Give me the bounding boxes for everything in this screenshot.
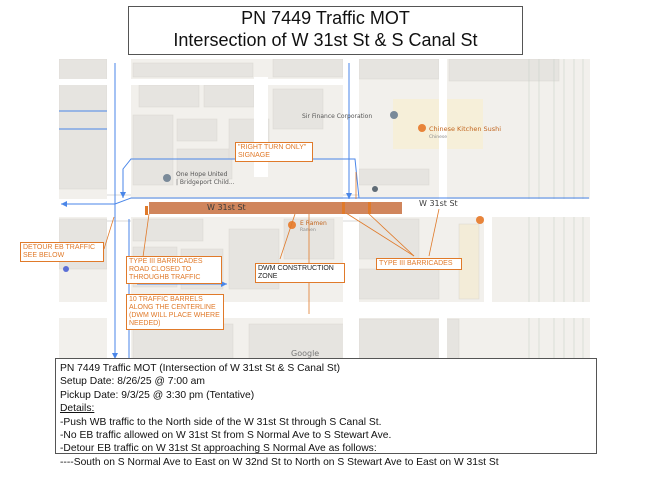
barricades-left-callout: TYPE III BARRICADES ROAD CLOSED TO THROUGHB TRAFFIC	[126, 256, 222, 284]
chinese-kitchen-pin-icon[interactable]	[418, 124, 426, 132]
sir-finance-pin-icon[interactable]	[390, 111, 398, 119]
chinese-kitchen-sub: Chinese	[429, 135, 447, 140]
detour-callout: DETOUR EB TRAFFIC SEE BELOW	[20, 242, 104, 262]
info-line-3: Pickup Date: 9/3/25 @ 3:30 pm (Tentative)	[60, 389, 255, 401]
restaurant-pin-icon[interactable]	[476, 216, 484, 224]
title-box	[128, 6, 523, 55]
one-hope-label-1: One Hope United	[176, 171, 228, 178]
e-ramen-sub: Ramen	[300, 228, 316, 233]
transit-icon[interactable]	[63, 266, 69, 272]
w31st-label-left: W 31st St	[207, 203, 246, 212]
chinese-kitchen-label: Chinese Kitchen Sushi	[429, 125, 502, 133]
details-panel	[55, 358, 597, 468]
bus-stop-icon[interactable]	[372, 186, 378, 192]
barricades-right-callout: TYPE III BARRICADES	[376, 258, 462, 270]
title-line2: Intersection of W 31st St & S Canal St	[173, 30, 478, 50]
info-line-5: -Push WB traffic to the North side of the W 31st St through S Canal St.	[60, 416, 382, 428]
e-ramen-label: E Ramen	[300, 220, 327, 227]
google-logo: Google	[291, 349, 320, 358]
one-hope-pin-icon[interactable]	[163, 174, 171, 182]
info-line-1: PN 7449 Traffic MOT (Intersection of W 31st St & S Canal St)	[60, 363, 341, 374]
chinese-kitchen-block	[393, 99, 483, 149]
w31st-label-right: W 31st St	[419, 199, 458, 208]
title-line1: PN 7449 Traffic MOT	[241, 8, 410, 28]
info-line-7: -Detour EB traffic on W 31st St approaching S Normal Ave as follows:	[60, 443, 377, 455]
one-hope-label-2: | Bridgeport Child...	[176, 179, 235, 186]
right-turn-callout: "RIGHT TURN ONLY" SIGNAGE	[235, 142, 313, 162]
info-line-2: Setup Date: 8/26/25 @ 7:00 am	[60, 376, 205, 388]
info-line-8: ----South on S Normal Ave to East on W 32nd St to North on S Stewart Ave to East on W 31st St	[60, 456, 499, 468]
barrels-callout: 10 TRAFFIC BARRELS ALONG THE CENTERLINE (DWM WILL PLACE WHERE NEEDED)	[126, 294, 224, 330]
info-line-6: -No EB traffic allowed on W 31st St from S Normal Ave to S Stewart Ave.	[60, 430, 392, 442]
details-heading: Details:	[60, 403, 95, 415]
work-zone	[149, 202, 402, 214]
sir-finance-label: Sir Finance Corporation	[302, 113, 373, 120]
dwm-zone-callout: DWM CONSTRUCTION ZONE	[255, 263, 345, 283]
